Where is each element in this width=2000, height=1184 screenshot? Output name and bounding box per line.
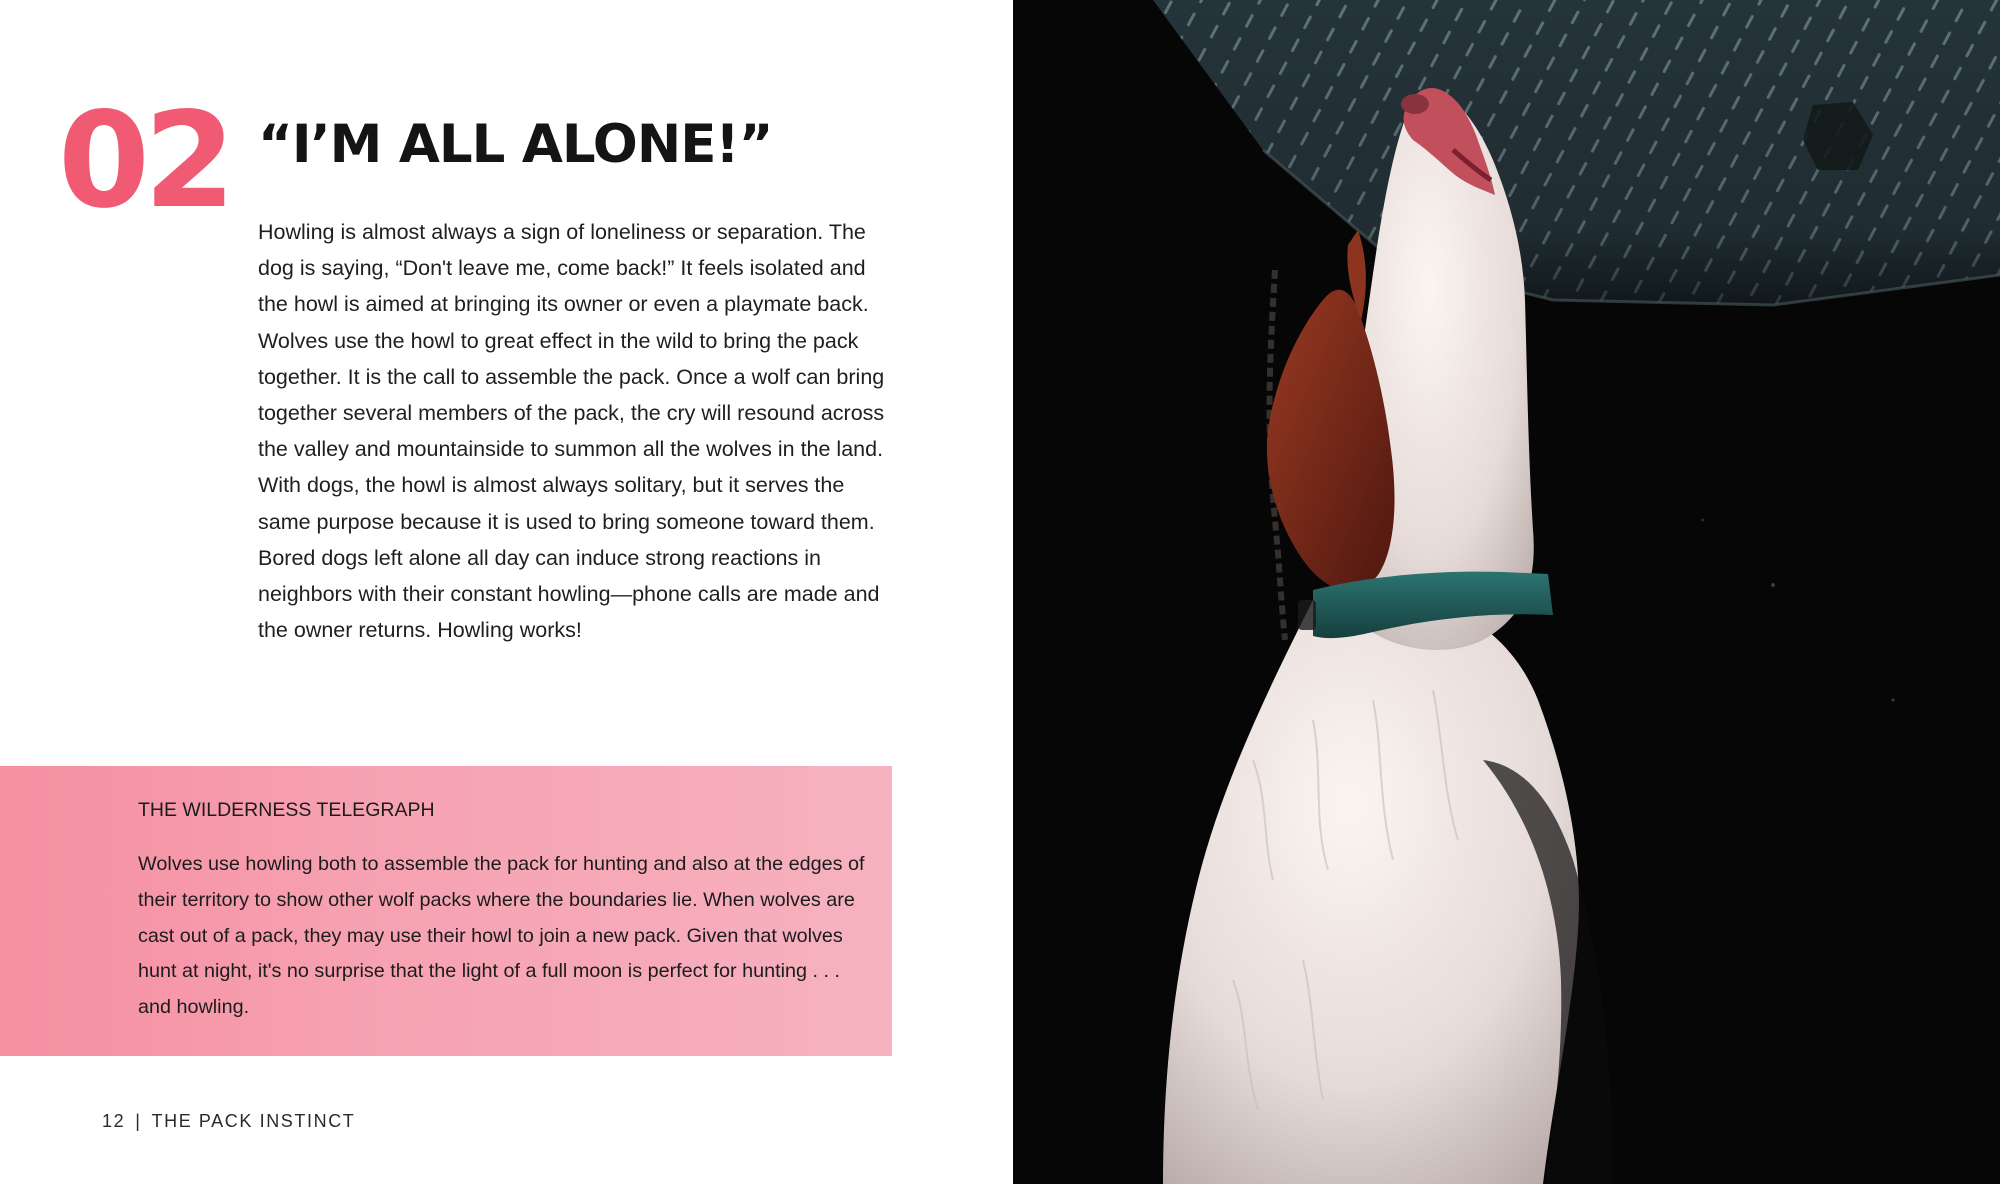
footer-separator: | [135, 1111, 142, 1131]
chapter-title: THE PACK INSTINCT [151, 1111, 356, 1131]
page-footer [102, 1112, 355, 1130]
body-paragraph: Howling is almost always a sign of loneliness or separation. The dog is saying, “Don't leave me, come back!” It feels isolated and the howl is aimed at bringing its owner or even a playmate back. Wolves use the howl to great effect in the wild to bring the pack together. It is the call to assemble the pack. Once a wolf can bring together several members of the pack, the cry will resound across the valley and mountainside to summon all the wolves in the land. With dogs, the howl is almost always solitary, but it serves the same purpose because it is used to bring someone toward them. Bored dogs left alone all day can induce strong reactions in neighbors with their constant howling—phone calls are made and the owner returns. Howling works! [258, 220, 885, 643]
section-number: 02 [58, 84, 230, 238]
dog-howling-photo [1013, 0, 2000, 1184]
photo-illustration [1013, 0, 2000, 1184]
sidebar-heading: THE WILDERNESS TELEGRAPH [138, 799, 435, 821]
page-number: 12 [102, 1111, 126, 1131]
sidebar-paragraph: Wolves use howling both to assemble the pack for hunting and also at the edges of their territory to show other wolf packs where the boundaries lie. When wolves are cast out of a pack, they may use their howl to join a new pack. Given that wolves hunt at night, it's no surprise that the light of a full moon is perfect for hunting . . . and howling. [138, 853, 865, 1019]
section-title: “I’M ALL ALONE!” [258, 114, 773, 175]
dog-nose [1401, 94, 1429, 114]
